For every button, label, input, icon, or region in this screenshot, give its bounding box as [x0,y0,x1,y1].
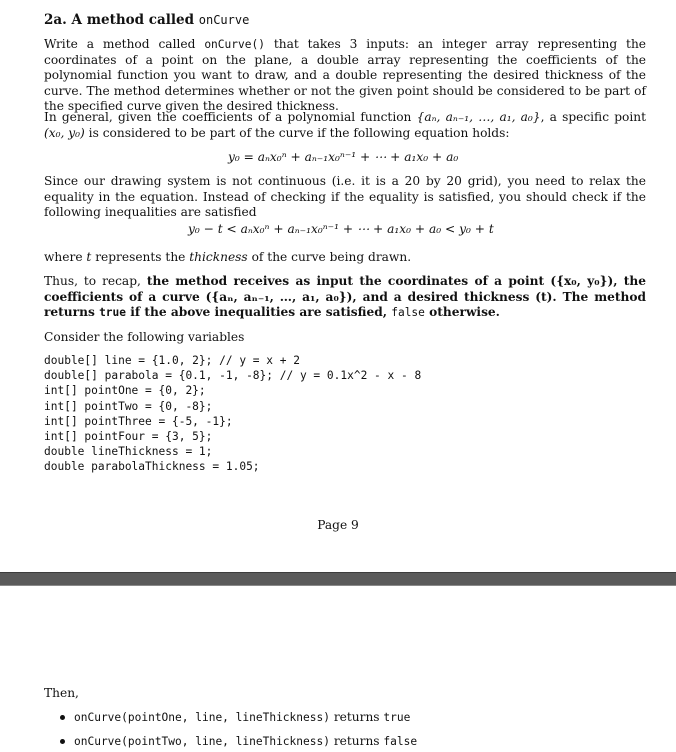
list-item [60,710,410,724]
recap-code-false: false [391,306,425,319]
then-text: Then, [44,686,79,700]
page-number: Page 9 [317,518,359,532]
result-value: true [383,711,411,724]
relax-paragraph: Since our drawing system is not continuous (i.e. it is a 20 by 20 grid), you need to relax the equality in the equation. Instead of checking if the equality is satisfied, you should check if the following inequalities are satisfied [44,174,646,219]
general-text-2: , a specific point [540,110,646,124]
bullet-icon [60,739,65,744]
result-call: onCurve(pointTwo, line, lineThickness) [74,735,330,748]
equation-1: y₀ = aₙx₀ⁿ + aₙ₋₁x₀ⁿ⁻¹ + ⋯ + a₁x₀ + a₀ [228,150,459,164]
result-value: false [383,735,418,748]
where-paragraph [44,250,646,266]
code-line: int[] pointFour = {3, 5}; [44,430,213,444]
code-line: double parabolaThickness = 1.05; [44,460,260,474]
code-line: int[] pointThree = {-5, -1}; [44,414,233,428]
where-emphasis: thickness [189,250,248,264]
coefficient-set: {aₙ, aₙ₋₁, …, a₁, a₀} [416,110,541,124]
document-page-10 [0,586,676,752]
intro-paragraph [44,37,646,115]
consider-text: Consider the following variables [44,330,245,344]
bullet-icon [60,715,65,720]
where-text-1: where [44,250,87,264]
code-line: double[] parabola = {0.1, -1, -8}; // y = 0.1x^2 - x - 8 [44,369,422,383]
code-line: int[] pointTwo = {0, -8}; [44,399,213,413]
general-text-1: In general, given the coefficients of a polynomial function [44,110,417,124]
recap-text-1: Thus, to recap, [44,274,147,288]
point-notation: (x₀, y₀) [44,125,85,140]
intro-method-code: onCurve() [204,38,265,51]
code-line: double[] line = {1.0, 2}; // y = x + 2 [44,354,300,367]
section-heading [44,12,249,28]
where-t-symbol: t [86,250,92,264]
result-word: returns [329,710,384,724]
where-text-3: of the curve being drawn. [247,250,412,264]
code-line: int[] pointOne = {0, 2}; [44,384,206,398]
general-text-3: is considered to be part of the curve if the following equation holds: [84,125,510,140]
recap-bold-1: the method receives as input the coordinates of a point ({x₀, y₀}), the coefficients of a curve ({aₙ, aₙ₋₁, …, a₁, a₀}), and a desired thickness (t). The method returns [44,274,647,319]
list-item [60,734,417,748]
recap-code-true: true [99,306,127,319]
code-line: double lineThickness = 1; [44,445,213,459]
code-block [44,353,421,475]
recap-bold-3: otherwise. [424,305,500,319]
heading-text: 2a. A method called [44,12,199,28]
general-paragraph [44,110,646,141]
equation-2: y₀ − t < aₙx₀ⁿ + aₙ₋₁x₀ⁿ⁻¹ + ⋯ + a₁x₀ + a₀ < y₀ + t [188,222,494,236]
page-separator [0,572,676,586]
recap-bold-2: if the above inequalities are satisfied, [126,305,392,319]
where-text-2: represents the [91,250,190,264]
heading-method-name: onCurve [198,13,250,27]
recap-paragraph [44,274,646,321]
result-call: onCurve(pointOne, line, lineThickness) [74,711,330,724]
intro-text-2: that takes 3 inputs: an integer array representing the coordinates of a point on the plane, a double array representing the coefficients of the polynomial function you want to draw, and a double representing the desired thickness of the curve. The method determines whether or not the given point should be considered to be part of the specified curve given the desired thickness. [44,37,647,113]
intro-text-1: Write a method called [44,37,205,51]
result-word: returns [329,734,384,748]
